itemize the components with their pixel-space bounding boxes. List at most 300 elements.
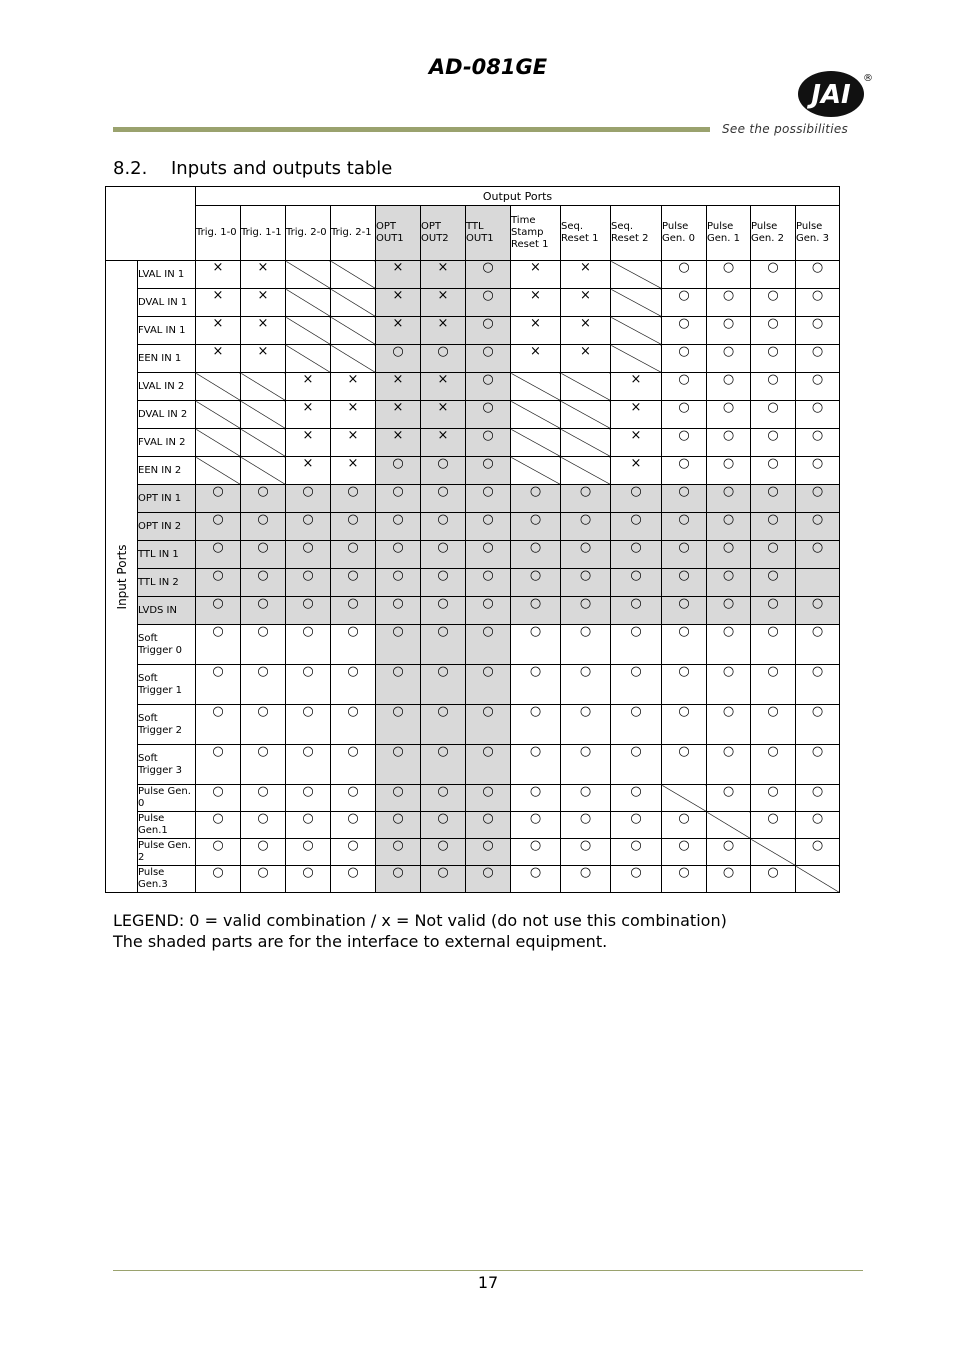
valid-combination-cell: ○ [662,317,707,345]
invalid-combination-cell: × [331,429,376,457]
valid-combination-cell: ○ [662,429,707,457]
not-applicable-cell [611,317,662,345]
invalid-combination-cell: × [241,289,286,317]
invalid-combination-cell: × [241,345,286,373]
valid-combination-cell: ○ [796,705,840,745]
valid-combination-cell: ○ [196,569,241,597]
valid-combination-cell: ○ [331,597,376,625]
valid-combination-cell: ○ [707,745,751,785]
not-applicable-cell [286,261,331,289]
valid-combination-cell: ○ [707,541,751,569]
not-applicable-cell [286,345,331,373]
valid-combination-cell: ○ [421,625,466,665]
not-applicable-cell [561,401,611,429]
valid-combination-cell: ○ [376,812,421,839]
invalid-combination-cell: × [331,401,376,429]
valid-combination-cell: ○ [511,569,561,597]
section-heading [113,158,392,179]
not-applicable-cell [707,812,751,839]
invalid-combination-cell: × [241,261,286,289]
valid-combination-cell: ○ [466,457,511,485]
column-header: Trig. 1-1 [241,206,286,261]
section-title: Inputs and outputs table [171,158,393,179]
row-label: Pulse Gen. 0 [138,785,196,812]
valid-combination-cell: ○ [611,745,662,785]
input-ports-label [106,261,138,893]
valid-combination-cell: ○ [331,745,376,785]
valid-combination-cell: ○ [662,513,707,541]
table-row [106,705,840,745]
valid-combination-cell: ○ [466,745,511,785]
valid-combination-cell: ○ [466,785,511,812]
valid-combination-cell: ○ [796,625,840,665]
valid-combination-cell: ○ [561,812,611,839]
invalid-combination-cell: × [196,317,241,345]
valid-combination-cell: ○ [466,345,511,373]
valid-combination-cell: ○ [331,541,376,569]
valid-combination-cell: ○ [751,785,796,812]
valid-combination-cell: ○ [751,261,796,289]
table-row [106,597,840,625]
valid-combination-cell: ○ [707,429,751,457]
valid-combination-cell: ○ [286,597,331,625]
column-header: Pulse Gen. 0 [662,206,707,261]
valid-combination-cell: ○ [466,485,511,513]
valid-combination-cell: ○ [751,625,796,665]
valid-combination-cell: ○ [662,839,707,866]
valid-combination-cell: ○ [331,785,376,812]
section-number: 8.2. [113,158,148,179]
valid-combination-cell: ○ [421,785,466,812]
valid-combination-cell: ○ [286,569,331,597]
row-label: TTL IN 1 [138,541,196,569]
invalid-combination-cell: × [376,317,421,345]
valid-combination-cell: ○ [662,812,707,839]
legend [113,910,727,952]
valid-combination-cell: ○ [561,705,611,745]
valid-combination-cell: ○ [466,812,511,839]
valid-combination-cell: ○ [796,429,840,457]
not-applicable-cell [196,429,241,457]
valid-combination-cell: ○ [376,485,421,513]
valid-combination-cell: ○ [196,625,241,665]
valid-combination-cell: ○ [751,866,796,893]
valid-combination-cell: ○ [707,839,751,866]
valid-combination-cell: ○ [376,625,421,665]
valid-combination-cell: ○ [421,745,466,785]
row-label: Pulse Gen.3 [138,866,196,893]
column-header: Pulse Gen. 1 [707,206,751,261]
valid-combination-cell: ○ [796,541,840,569]
valid-combination-cell: ○ [241,513,286,541]
valid-combination-cell: ○ [421,485,466,513]
jai-logo [797,70,873,120]
valid-combination-cell: ○ [796,513,840,541]
valid-combination-cell: ○ [286,665,331,705]
valid-combination-cell: ○ [707,373,751,401]
valid-combination-cell: ○ [376,541,421,569]
row-label: LVDS IN [138,597,196,625]
valid-combination-cell: ○ [421,812,466,839]
table-row [106,569,840,597]
input-ports-text: Input Ports [114,544,129,609]
valid-combination-cell: ○ [707,345,751,373]
footer-rule [113,1270,863,1271]
valid-combination-cell: ○ [707,665,751,705]
valid-combination-cell: ○ [796,597,840,625]
valid-combination-cell: ○ [707,785,751,812]
table-row [106,289,840,317]
valid-combination-cell: ○ [561,513,611,541]
valid-combination-cell: ○ [196,513,241,541]
invalid-combination-cell: × [196,345,241,373]
column-header: TTL OUT1 [466,206,511,261]
row-label: DVAL IN 2 [138,401,196,429]
valid-combination-cell: ○ [611,812,662,839]
output-ports-label: Output Ports [196,187,840,206]
valid-combination-cell: ○ [611,541,662,569]
valid-combination-cell: ○ [796,485,840,513]
column-header: OPT OUT1 [376,206,421,261]
row-label: LVAL IN 1 [138,261,196,289]
valid-combination-cell: ○ [662,345,707,373]
valid-combination-cell: ○ [466,289,511,317]
valid-combination-cell: ○ [376,513,421,541]
legend-line: LEGEND: 0 = valid combination / x = Not valid (do not use this combination) [113,911,727,930]
valid-combination-cell: ○ [466,625,511,665]
column-header: Trig. 1-0 [196,206,241,261]
valid-combination-cell: ○ [707,705,751,745]
table-row [106,745,840,785]
valid-combination-cell: ○ [751,513,796,541]
document-title: AD-081GE [428,55,548,79]
valid-combination-cell: ○ [196,597,241,625]
row-label: Soft Trigger 3 [138,745,196,785]
not-applicable-cell [511,401,561,429]
valid-combination-cell: ○ [511,839,561,866]
valid-combination-cell: ○ [751,345,796,373]
row-label: Pulse Gen. 2 [138,839,196,866]
valid-combination-cell: ○ [662,597,707,625]
valid-combination-cell: ○ [376,866,421,893]
valid-combination-cell: ○ [707,597,751,625]
invalid-combination-cell: × [421,317,466,345]
not-applicable-cell [796,866,840,893]
valid-combination-cell: ○ [421,866,466,893]
not-applicable-cell [561,373,611,401]
valid-combination-cell: ○ [286,541,331,569]
column-header-row [106,206,840,261]
row-label: OPT IN 2 [138,513,196,541]
valid-combination-cell: ○ [466,513,511,541]
valid-combination-cell: ○ [331,866,376,893]
valid-combination-cell: ○ [662,261,707,289]
invalid-combination-cell: × [511,289,561,317]
invalid-combination-cell: × [611,429,662,457]
valid-combination-cell: ○ [511,705,561,745]
invalid-combination-cell: × [421,289,466,317]
valid-combination-cell: ○ [241,569,286,597]
valid-combination-cell: ○ [511,625,561,665]
invalid-combination-cell: × [611,401,662,429]
valid-combination-cell: ○ [466,705,511,745]
table-row [106,485,840,513]
invalid-combination-cell: × [331,457,376,485]
valid-combination-cell: ○ [561,597,611,625]
not-applicable-cell [511,373,561,401]
tagline: See the possibilities [722,122,849,136]
table-row [106,261,840,289]
valid-combination-cell: ○ [466,866,511,893]
not-applicable-cell [511,429,561,457]
invalid-combination-cell: × [511,345,561,373]
header-rule [113,127,710,132]
valid-combination-cell: ○ [466,665,511,705]
valid-combination-cell: ○ [751,705,796,745]
valid-combination-cell: ○ [511,812,561,839]
invalid-combination-cell: × [196,261,241,289]
valid-combination-cell: ○ [331,812,376,839]
valid-combination-cell: ○ [707,457,751,485]
valid-combination-cell: ○ [286,625,331,665]
valid-combination-cell: ○ [611,569,662,597]
valid-combination-cell: ○ [196,839,241,866]
not-applicable-cell [241,429,286,457]
valid-combination-cell: ○ [331,705,376,745]
table-body [106,261,840,893]
not-applicable-cell [511,457,561,485]
table-row [106,625,840,665]
valid-combination-cell: ○ [331,839,376,866]
valid-combination-cell: ○ [466,401,511,429]
valid-combination-cell: ○ [796,839,840,866]
valid-combination-cell: ○ [466,261,511,289]
table-row [106,513,840,541]
registered-mark: ® [863,73,873,84]
invalid-combination-cell: × [376,289,421,317]
invalid-combination-cell: × [286,373,331,401]
not-applicable-cell [662,785,707,812]
not-applicable-cell [286,317,331,345]
valid-combination-cell: ○ [662,665,707,705]
invalid-combination-cell: × [561,289,611,317]
valid-combination-cell: ○ [286,812,331,839]
table-row [106,665,840,705]
valid-combination-cell: ○ [511,785,561,812]
valid-combination-cell: ○ [331,485,376,513]
valid-combination-cell: ○ [707,866,751,893]
valid-combination-cell: ○ [796,665,840,705]
column-header: Seq. Reset 1 [561,206,611,261]
valid-combination-cell: ○ [611,866,662,893]
row-label: Soft Trigger 1 [138,665,196,705]
table-row [106,812,840,839]
valid-combination-cell: ○ [376,745,421,785]
valid-combination-cell: ○ [376,705,421,745]
valid-combination-cell: ○ [611,485,662,513]
valid-combination-cell: ○ [662,485,707,513]
valid-combination-cell: ○ [561,785,611,812]
valid-combination-cell: ○ [196,745,241,785]
invalid-combination-cell: × [611,457,662,485]
not-applicable-cell [331,345,376,373]
valid-combination-cell: ○ [286,705,331,745]
valid-combination-cell: ○ [511,513,561,541]
table-row [106,317,840,345]
valid-combination-cell: ○ [421,705,466,745]
valid-combination-cell: ○ [662,541,707,569]
valid-combination-cell: ○ [376,345,421,373]
not-applicable-cell [241,401,286,429]
valid-combination-cell: ○ [662,745,707,785]
column-header: Trig. 2-0 [286,206,331,261]
valid-combination-cell: ○ [707,401,751,429]
valid-combination-cell: ○ [796,745,840,785]
valid-combination-cell: ○ [421,569,466,597]
invalid-combination-cell: × [376,373,421,401]
table-row [106,345,840,373]
not-applicable-cell [561,429,611,457]
legend-note: The shaded parts are for the interface to external equipment. [113,932,608,951]
valid-combination-cell: ○ [796,785,840,812]
invalid-combination-cell: × [421,261,466,289]
table-row [106,373,840,401]
valid-combination-cell: ○ [751,812,796,839]
valid-combination-cell: ○ [611,705,662,745]
invalid-combination-cell: × [196,289,241,317]
valid-combination-cell: ○ [707,569,751,597]
invalid-combination-cell: × [561,261,611,289]
page-number: 17 [477,1273,499,1292]
invalid-combination-cell: × [286,457,331,485]
valid-combination-cell: ○ [751,401,796,429]
valid-combination-cell: ○ [376,569,421,597]
valid-combination-cell: ○ [241,541,286,569]
invalid-combination-cell: × [241,317,286,345]
valid-combination-cell: ○ [286,839,331,866]
invalid-combination-cell: × [561,317,611,345]
valid-combination-cell: ○ [796,345,840,373]
invalid-combination-cell: × [511,261,561,289]
row-label: FVAL IN 1 [138,317,196,345]
row-label: EEN IN 2 [138,457,196,485]
valid-combination-cell: ○ [796,457,840,485]
valid-combination-cell: ○ [331,513,376,541]
valid-combination-cell: ○ [707,513,751,541]
valid-combination-cell: ○ [751,485,796,513]
valid-combination-cell: ○ [662,866,707,893]
valid-combination-cell: ○ [662,569,707,597]
column-header: OPT OUT2 [421,206,466,261]
valid-combination-cell: ○ [751,597,796,625]
not-applicable-cell [241,373,286,401]
valid-combination-cell: ○ [662,457,707,485]
invalid-combination-cell: × [376,401,421,429]
valid-combination-cell: ○ [561,625,611,665]
table-row [106,785,840,812]
invalid-combination-cell: × [421,373,466,401]
valid-combination-cell: ○ [707,625,751,665]
valid-combination-cell: ○ [376,597,421,625]
output-group-row [106,187,840,206]
valid-combination-cell: ○ [241,745,286,785]
column-header: Seq. Reset 2 [611,206,662,261]
valid-combination-cell: ○ [241,812,286,839]
valid-combination-cell: ○ [511,541,561,569]
valid-combination-cell: ○ [751,745,796,785]
row-label: Soft Trigger 0 [138,625,196,665]
not-applicable-cell [611,345,662,373]
valid-combination-cell: ○ [511,485,561,513]
logo-text: JAI [811,80,851,110]
valid-combination-cell: ○ [662,401,707,429]
invalid-combination-cell: × [331,373,376,401]
valid-combination-cell: ○ [331,569,376,597]
row-label: DVAL IN 1 [138,289,196,317]
valid-combination-cell: ○ [241,665,286,705]
not-applicable-cell [196,457,241,485]
valid-combination-cell: ○ [241,866,286,893]
valid-combination-cell: ○ [707,289,751,317]
not-applicable-cell [196,401,241,429]
row-label: FVAL IN 2 [138,429,196,457]
corner-cell [106,187,196,261]
valid-combination-cell: ○ [241,597,286,625]
valid-combination-cell: ○ [751,665,796,705]
valid-combination-cell: ○ [286,745,331,785]
valid-combination-cell: ○ [286,785,331,812]
not-applicable-cell [331,289,376,317]
valid-combination-cell: ○ [421,345,466,373]
not-applicable-cell [331,317,376,345]
valid-combination-cell: ○ [796,261,840,289]
valid-combination-cell: ○ [751,541,796,569]
valid-combination-cell: ○ [376,457,421,485]
valid-combination-cell: ○ [286,866,331,893]
valid-combination-cell: ○ [707,485,751,513]
table-row [106,866,840,893]
valid-combination-cell: ○ [196,541,241,569]
valid-combination-cell: ○ [662,705,707,745]
valid-combination-cell: ○ [511,745,561,785]
valid-combination-cell: ○ [241,705,286,745]
valid-combination-cell: ○ [331,625,376,665]
valid-combination-cell: ○ [611,785,662,812]
row-label: LVAL IN 2 [138,373,196,401]
valid-combination-cell: ○ [196,866,241,893]
valid-combination-cell: ○ [707,317,751,345]
valid-combination-cell: ○ [561,485,611,513]
valid-combination-cell: ○ [796,812,840,839]
invalid-combination-cell: × [286,429,331,457]
table-row [106,457,840,485]
valid-combination-cell: ○ [196,485,241,513]
valid-combination-cell: ○ [376,785,421,812]
table-row [106,839,840,866]
valid-combination-cell: ○ [561,745,611,785]
valid-combination-cell: ○ [561,541,611,569]
not-applicable-cell [331,261,376,289]
not-applicable-cell [611,261,662,289]
row-label: Pulse Gen.1 [138,812,196,839]
valid-combination-cell: ○ [511,866,561,893]
invalid-combination-cell: × [376,261,421,289]
table-row [106,541,840,569]
valid-combination-cell: ○ [421,541,466,569]
valid-combination-cell: ○ [611,513,662,541]
valid-combination-cell: ○ [751,569,796,597]
valid-combination-cell: ○ [421,839,466,866]
